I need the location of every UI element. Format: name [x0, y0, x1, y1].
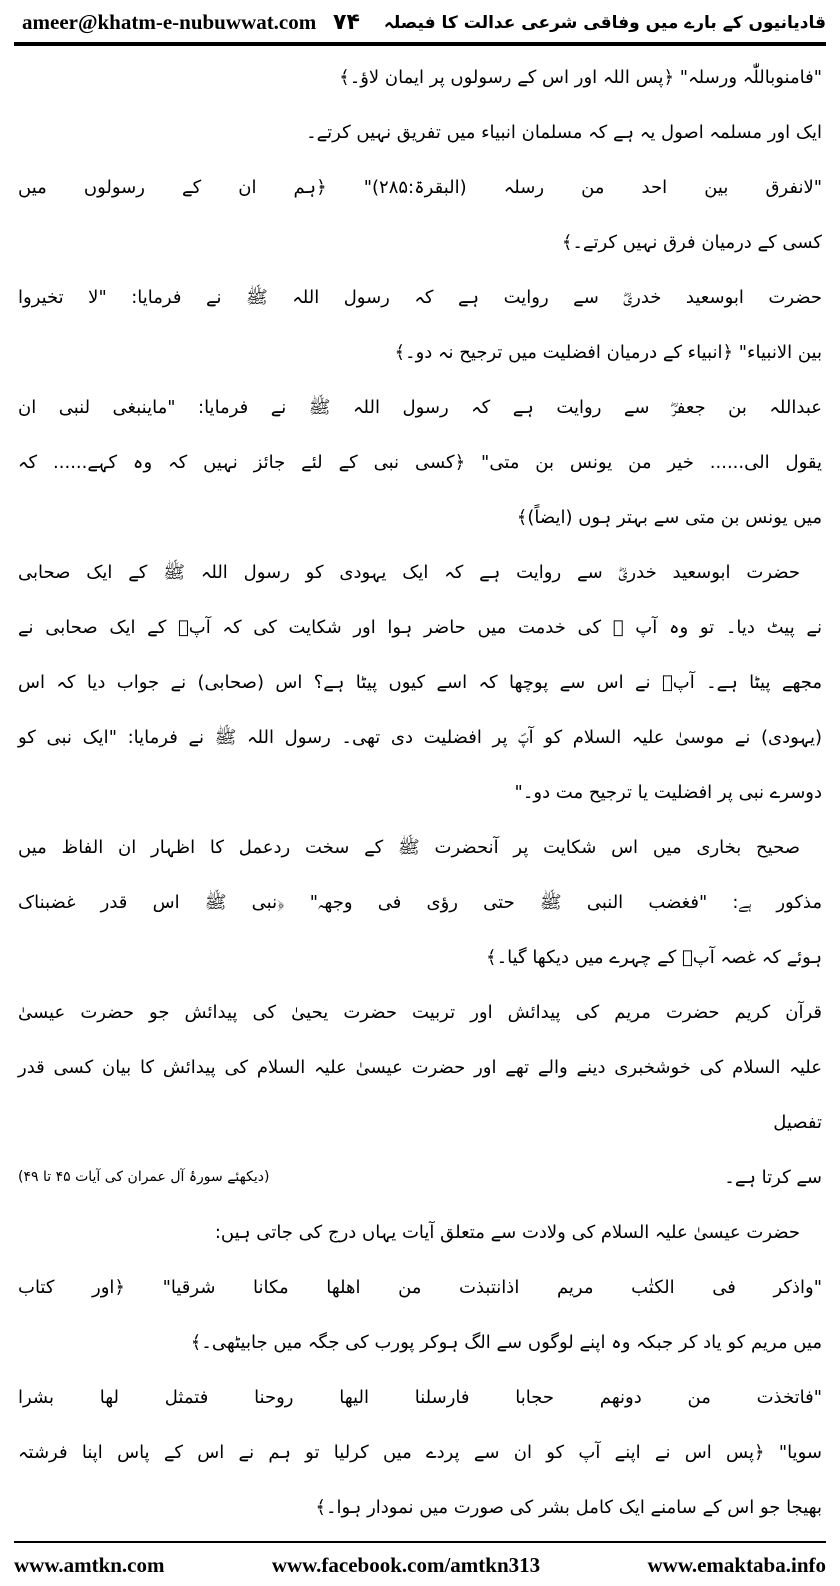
text-line: مجھے پیٹا ہے۔ آپؐ نے اس سے پوچھا کہ اسے کیوں پیٹا ہے؟ اس (صحابی) نے جواب دیا کہ اس — [18, 672, 822, 693]
text-line: علیہ السلام کی خوشخبری دینے والے تھے اور حضرت عیسیٰ علیہ السلام کی پیدائش کا بیان کسی قدر تفصیل — [18, 1057, 822, 1133]
text-line: یقول الی...... خیر من یونس بن متی" ﴿کسی نبی کے لئے جائز نہیں کہ وہ کہے...... کہ — [18, 452, 822, 473]
text-line: سویا" ﴿پس اس نے اپنے آپ کو ان سے پردے میں کرلیا تو ہم نے اس کے پاس اپنا فرشتہ — [18, 1442, 822, 1463]
text-line: نے پیٹ دیا۔ تو وہ آپ ﷺ کی خدمت میں حاضر ہوا اور شکایت کی کہ آپؐ کے ایک صحابی نے — [18, 617, 822, 638]
text-line: میں یونس بن متی سے بہتر ہوں (ایضاً)﴾ — [516, 507, 822, 528]
text-line: صحیح بخاری میں اس شکایت پر آنحضرت ﷺ کے سخت ردعمل کا اظہار ان الفاظ میں — [18, 837, 800, 858]
text-line: حضرت ابوسعید خدریؓ سے روایت ہے کہ رسول اللہ ﷺ نے فرمایا: "لا تخیروا — [18, 287, 822, 308]
text-line: مذکور ہے: "فغضب النبی ﷺ حتی رؤی فی وجھہ" ﴿نبی ﷺ اس قدر غضبناک — [18, 892, 822, 913]
text-line: بھیجا جو اس کے سامنے ایک کامل بشر کی صورت میں نمودار ہوا۔﴾ — [315, 1497, 822, 1518]
text-line: "لانفرق بین احد من رسلہ (البقرۃ:۲۸۵)" ﴿ہم ان کے رسولوں میں — [18, 177, 822, 198]
text-line: ایک اور مسلمہ اصول یہ ہے کہ مسلمان انبیاء میں تفریق نہیں کرتے۔ — [306, 122, 822, 143]
page-header — [14, 4, 826, 40]
footer-link-facebook[interactable]: www.facebook.com/amtkn313 — [271, 1553, 541, 1577]
text-line: قرآن کریم حضرت مریم کی پیدائش اور تربیت حضرت یحییٰ کی پیدائش جو حضرت عیسیٰ — [18, 1002, 822, 1023]
text-line: دوسرے نبی پر افضلیت یا ترجیح مت دو۔" — [514, 782, 822, 803]
text-line: بین الانبیاء" ﴿انبیاء کے درمیان افضلیت میں ترجیح نہ دو۔﴾ — [394, 342, 822, 363]
text-line: "واذکر فی الکتٰب مریم اذانتبذت من اھلھا مکانا شرقیا" ﴿اور کتاب — [18, 1277, 822, 1298]
text-line: حضرت ابوسعید خدریؓ سے روایت ہے کہ ایک یہودی کو رسول اللہ ﷺ کے ایک صحابی — [18, 562, 800, 583]
header-title: قادیانیوں کے بارے میں وفاقی شرعی عدالت کا فیصلہ — [383, 12, 826, 33]
text-line: "فامنوباللّٰہ ورسلہ" ﴿پس اللہ اور اس کے رسولوں پر ایمان لاؤ۔﴾ — [339, 67, 822, 88]
reference-note: (دیکھئے سورۂ آل عمران کی آیات ۴۵ تا ۴۹) — [18, 1169, 270, 1185]
footer-link-amtkn[interactable]: www.amtkn.com — [14, 1553, 165, 1577]
page-number: ۷۴ — [333, 9, 360, 35]
text-line: کسی کے درمیان فرق نہیں کرتے۔﴾ — [561, 232, 822, 253]
text-line: حضرت عیسیٰ علیہ السلام کی ولادت سے متعلق آیات یہاں درج کی جاتی ہیں: — [214, 1222, 800, 1243]
text-line-with-note — [18, 1150, 822, 1205]
text-line: "فاتخذت من دونھم حجابا فارسلنا الیھا روحنا فتمثل لھا بشرا — [18, 1387, 822, 1408]
page-body — [14, 46, 826, 1535]
page-footer — [14, 1543, 826, 1578]
text-line: عبداللہ بن جعفرؓ سے روایت ہے کہ رسول اللہ ﷺ نے فرمایا: "ماینبغی لنبی ان — [18, 397, 822, 418]
header-right — [333, 10, 826, 35]
text-line: میں مریم کو یاد کر جبکہ وہ اپنے لوگوں سے الگ ہوکر پورب کی جگہ میں جابیٹھی۔﴾ — [190, 1332, 822, 1353]
header-email: ameer@khatm-e-nubuwwat.com — [22, 9, 317, 34]
text-segment: سے کرتا ہے۔ — [724, 1167, 822, 1188]
text-line: (یہودی) نے موسیٰ علیہ السلام کو آپؐ پر افضلیت دی تھی۔ رسول اللہ ﷺ نے فرمایا: "ایک نبی کو — [18, 727, 822, 748]
text-line: ہوئے کہ غصہ آپؐ کے چہرے میں دیکھا گیا۔﴾ — [486, 947, 822, 968]
footer-link-emaktaba[interactable]: www.emaktaba.info — [647, 1553, 826, 1577]
